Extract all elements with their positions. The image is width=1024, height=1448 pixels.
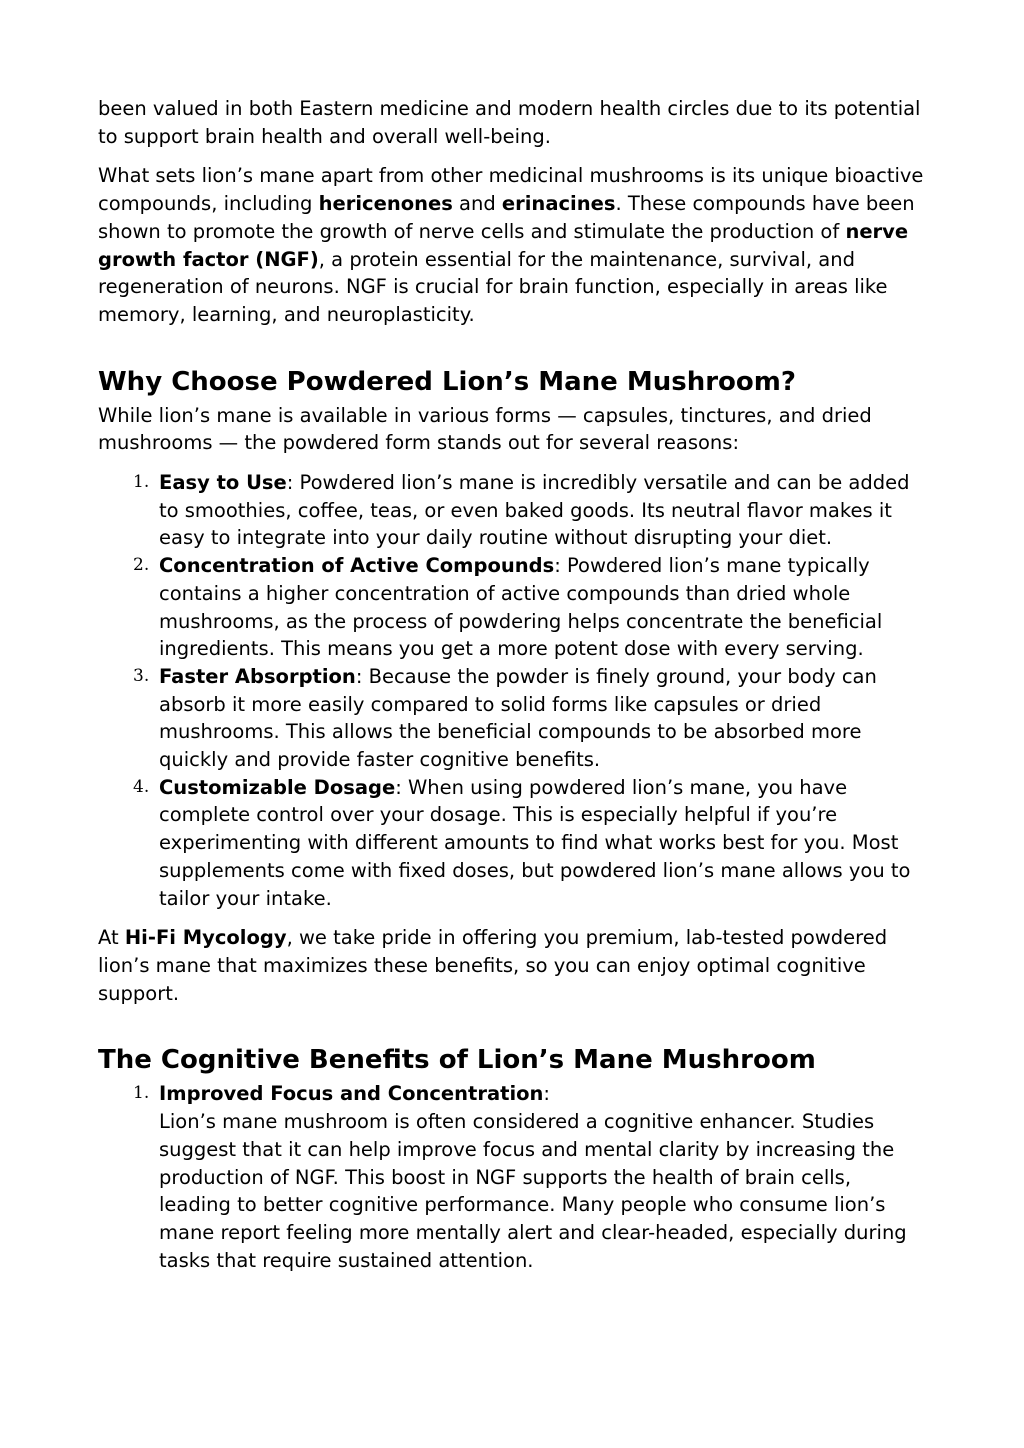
list-item-colon: : bbox=[543, 1082, 550, 1106]
list-number: 1. bbox=[133, 472, 150, 493]
list-item-text: : Powdered lion’s mane is incredibly versatile and can be added to smoothies, coffee, teas, or even baked goods. Its neutral flavor makes it easy to integrate into your daily routine without disrupting your diet. bbox=[159, 471, 910, 550]
text-run: At bbox=[98, 926, 125, 950]
section1-lead: While lion’s mane is available in various forms — capsules, tinctures, and dried mushrooms — the powdered form stands out for several reasons: bbox=[98, 403, 872, 455]
list-item-text: Lion’s mane mushroom is often considered a cognitive enhancer. Studies suggest that it can help improve focus and mental clarity by increasing the production of NGF. This boost in NGF supports the health of brain cells, leading to better cognitive performance. Many people who consume lion’s mane report feeling more mentally alert and clear-headed, especially during tasks that require sustained attention. bbox=[159, 1110, 907, 1272]
list-item-text: : When using powdered lion’s mane, you have complete control over your dosage. This is especially helpful if you’re experimenting with different amounts to find what works best for you. Most supplements come with fixed doses, but powdered lion’s mane allows you to tailor your intake. bbox=[159, 775, 911, 910]
article-body bbox=[98, 95, 928, 1286]
list-item bbox=[98, 774, 928, 913]
list-number: 1. bbox=[133, 1083, 150, 1104]
text-run: . These compounds have been shown to promote the growth of nerve cells and stimulate the production of bbox=[98, 192, 915, 243]
list-item bbox=[98, 469, 928, 552]
benefits-list bbox=[98, 1080, 928, 1274]
list-item bbox=[98, 552, 928, 663]
intro-paragraph-2 bbox=[98, 162, 928, 328]
list-item-text: : Because the powder is finely ground, your body can absorb it more easily compared to solid forms like capsules or dried mushrooms. This allows the beneficial compounds to be absorbed more quickly and provide faster cognitive benefits. bbox=[159, 664, 877, 772]
intro-paragraph-1: been valued in both Eastern medicine and modern health circles due to its potential to support brain health and overall well-being. bbox=[98, 97, 921, 148]
text-run: , a protein essential for the maintenance, survival, and regeneration of neurons. NGF is crucial for brain function, especially in areas like memory, learning, and neuroplasticity. bbox=[98, 247, 888, 326]
list-item bbox=[98, 1080, 928, 1274]
bold-term-ngf: nerve growth factor (NGF) bbox=[98, 219, 909, 271]
list-item-title: Easy to Use bbox=[159, 471, 287, 495]
list-number: 3. bbox=[133, 665, 150, 686]
brand-name: Hi-Fi Mycology bbox=[124, 926, 287, 950]
list-item bbox=[98, 663, 928, 774]
list-item-text: : Powdered lion’s mane typically contains a higher concentration of active compounds than dried whole mushrooms, as the process of powdering helps concentrate the beneficial ingredients. This means you get a more potent dose with every serving. bbox=[159, 554, 883, 661]
reasons-list bbox=[98, 469, 928, 912]
list-item-title: Faster Absorption bbox=[159, 664, 356, 688]
list-number: 2. bbox=[133, 555, 150, 576]
list-item-title: Customizable Dosage bbox=[159, 775, 396, 799]
section1-closing bbox=[98, 924, 928, 1007]
text-run: and bbox=[452, 192, 502, 216]
text-run: , we take pride in offering you premium, lab-tested powdered lion’s mane that maximizes these benefits, so you can enjoy optimal cognitive support. bbox=[98, 926, 888, 1005]
bold-term-hericenones: hericenones bbox=[318, 192, 453, 216]
bold-term-erinacines: erinacines bbox=[501, 192, 616, 216]
text-run: What sets lion’s mane apart from other medicinal mushrooms is its unique bioactive compounds, including bbox=[98, 164, 924, 216]
section-heading-why-powdered: Why Choose Powdered Lion’s Mane Mushroom? bbox=[98, 366, 796, 397]
list-item-title: Improved Focus and Concentration bbox=[159, 1082, 544, 1106]
list-number: 4. bbox=[133, 776, 150, 797]
section-heading-cognitive-benefits: The Cognitive Benefits of Lion’s Mane Mushroom bbox=[98, 1045, 816, 1076]
list-item-title: Concentration of Active Compounds bbox=[159, 554, 555, 578]
